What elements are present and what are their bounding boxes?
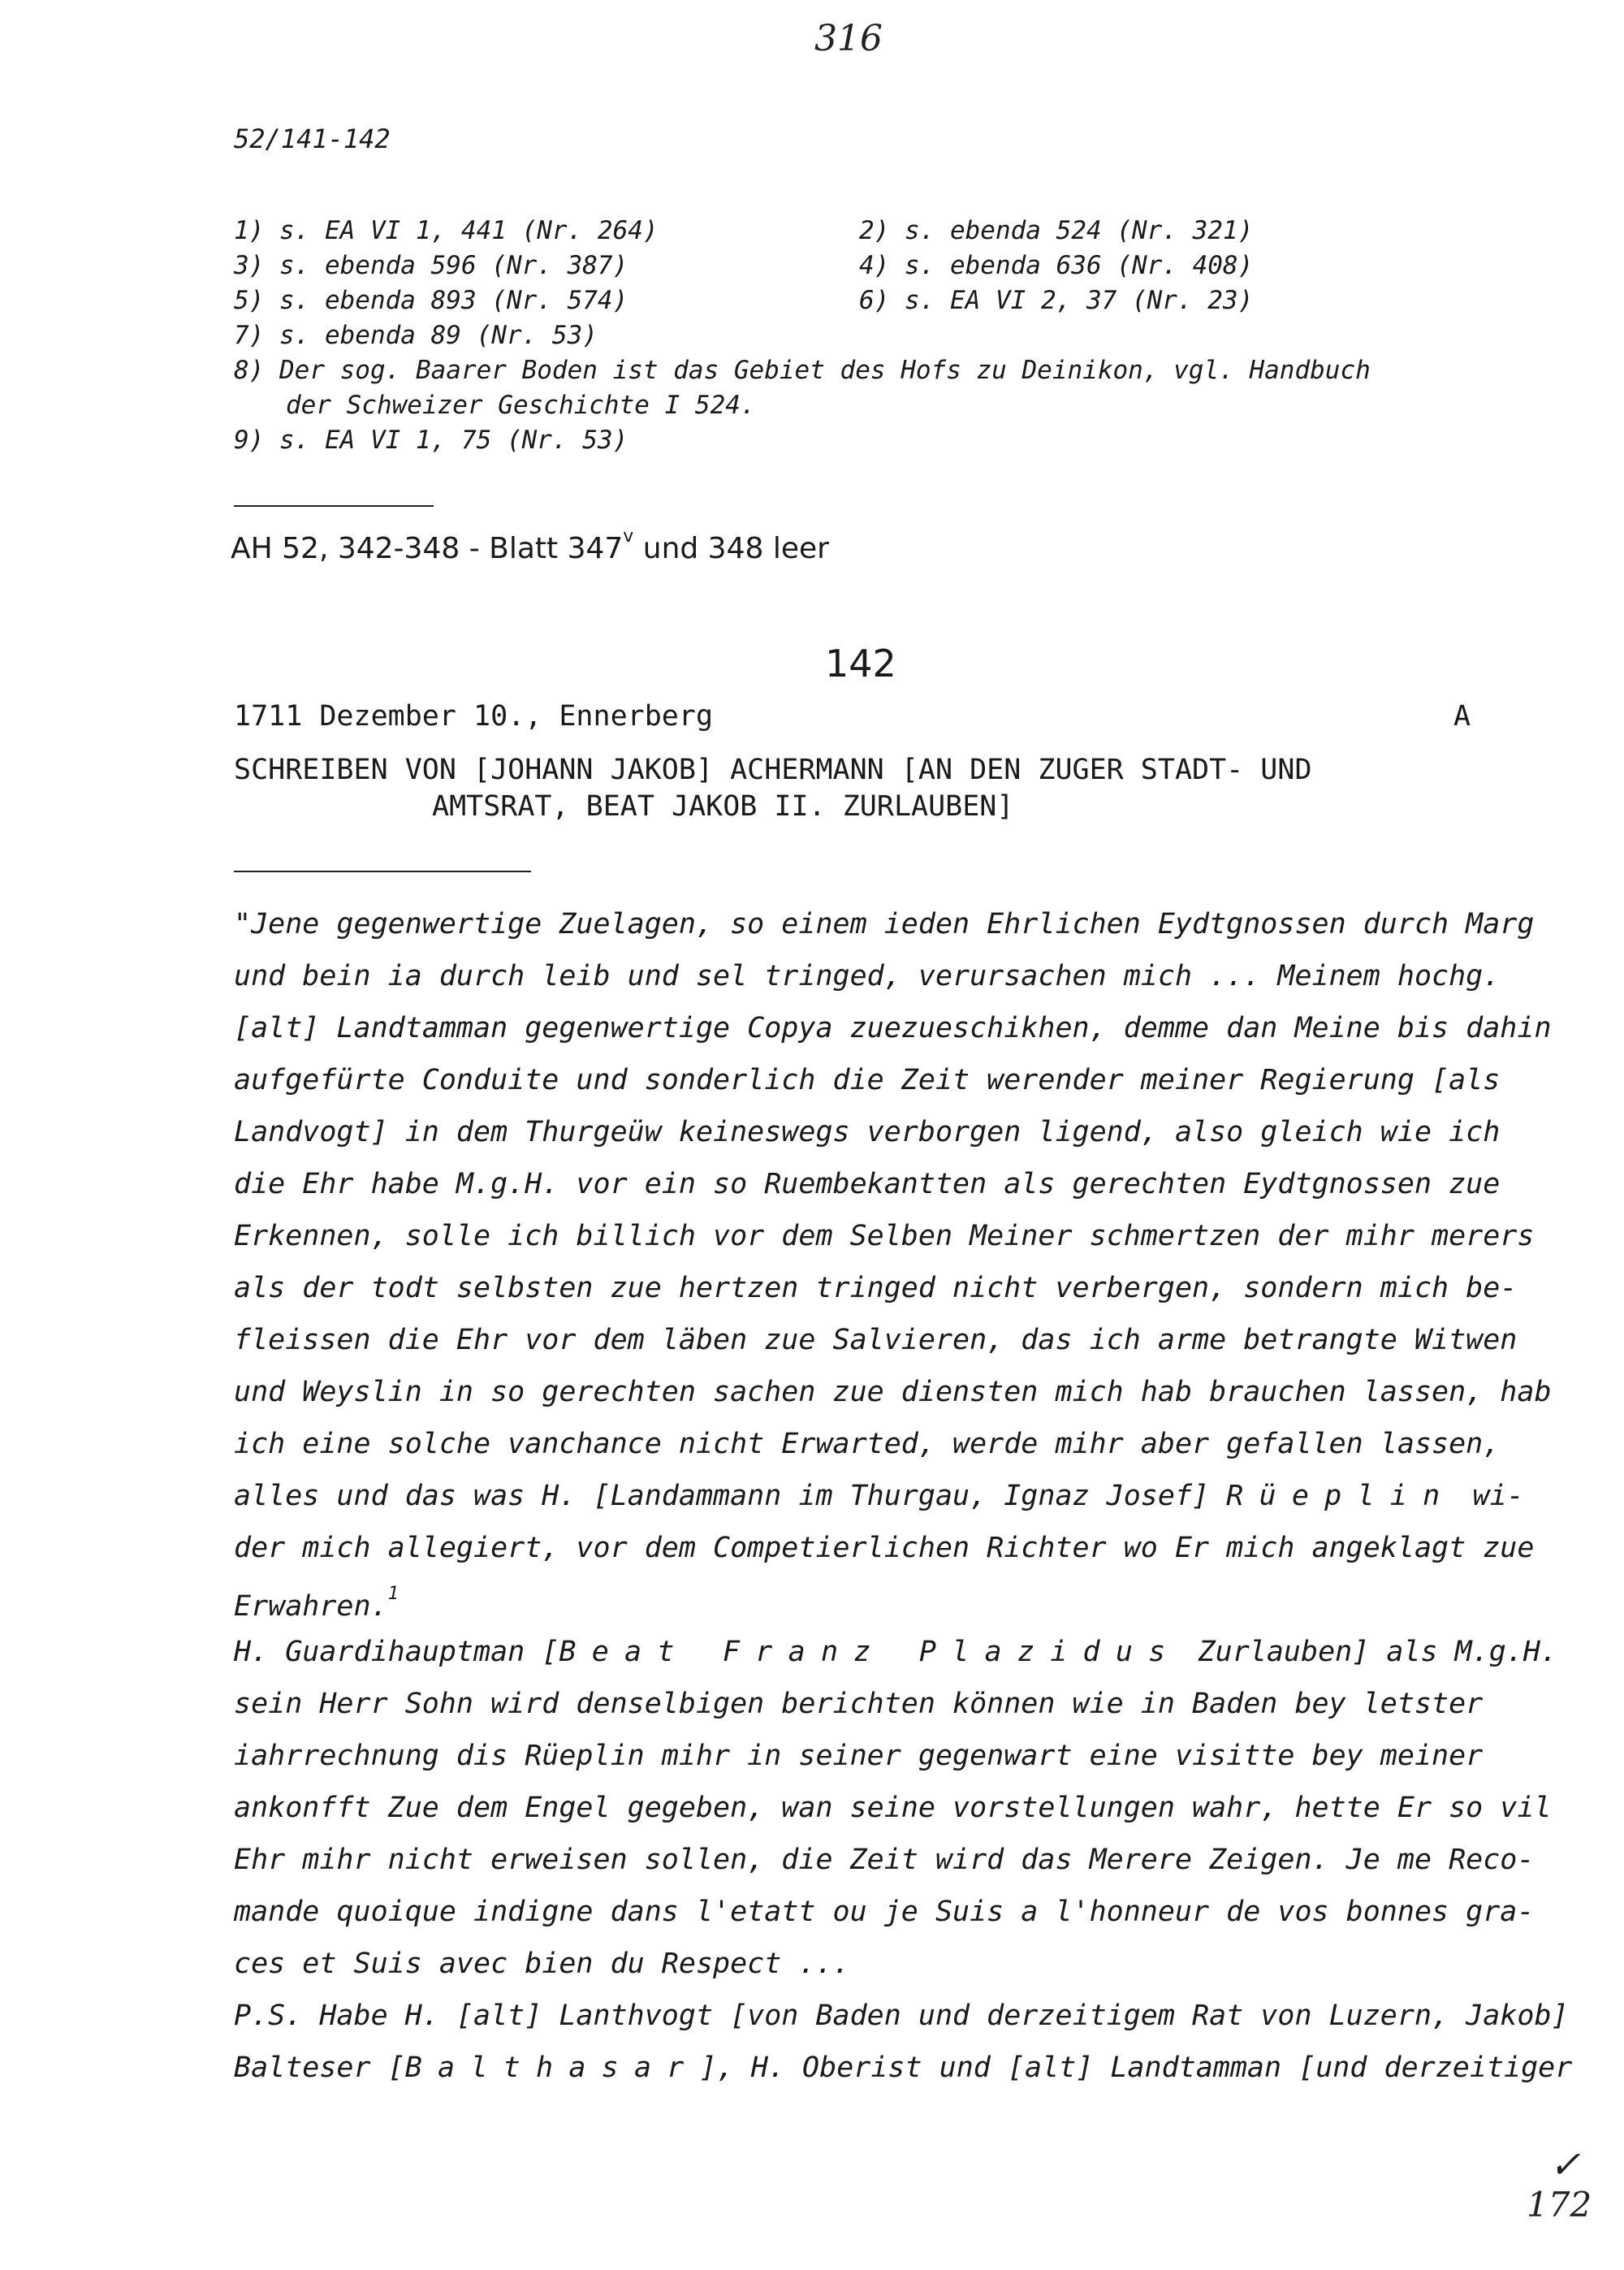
body-line: iahrrechnung dis Rüeplin mihr in seiner gegenwart eine visitte bey meiner <box>234 1740 1484 1772</box>
body-line: ich eine solche vanchance nicht Erwarted, werde mihr aber gefallen lassen, <box>234 1428 1501 1460</box>
body-line: mande quoique indigne dans l'etatt ou je Suis a l'honneur de vos bonnes gra- <box>234 1896 1535 1928</box>
entry-date: 1711 Dezember 10., Ennerberg <box>234 700 714 733</box>
footnote-item: der Schweizer Geschichte I 524. <box>286 391 756 420</box>
footnote-item: 2) s. ebenda 524 (Nr. 321) <box>859 216 1254 245</box>
body-line <box>234 2052 1573 2084</box>
body-line: fleissen die Ehr vor dem läben zue Salvieren, das ich arme betrangte Witwen <box>234 1324 1518 1356</box>
body-line: der mich allegiert, vor dem Competierlichen Richter wo Er mich angeklagt zue <box>234 1532 1535 1564</box>
check-mark: ✓ <box>1549 2142 1581 2186</box>
handwritten-page-number: 316 <box>814 18 883 59</box>
footnote-item: 9) s. EA VI 1, 75 (Nr. 53) <box>234 426 628 455</box>
handwritten-folio-number: 172 <box>1527 2185 1592 2225</box>
body-text: alles und das was H. [Landammann im Thurgau, Ignaz Josef] <box>234 1480 1227 1512</box>
footnote-item: 3) s. ebenda 596 (Nr. 387) <box>234 251 628 280</box>
body-line: ces et Suis avec bien du Respect ... <box>234 1948 850 1980</box>
footnote-reference: 1 <box>387 1584 399 1604</box>
footnote-item: 7) s. ebenda 89 (Nr. 53) <box>234 321 598 350</box>
body-text: Balteser [ <box>234 2052 405 2084</box>
footnote-item: 4) s. ebenda 636 (Nr. 408) <box>859 251 1254 280</box>
body-line: Ehr mihr nicht erweisen sollen, die Zeit wird das Merere Zeigen. Je me Reco- <box>234 1844 1535 1876</box>
body-text: H. Guardihauptman [ <box>234 1636 559 1668</box>
title-separator <box>234 871 531 872</box>
body-line: die Ehr habe M.g.H. vor ein so Ruembekantten als gerechten Eydtgnossen zue <box>234 1168 1501 1200</box>
body-line: Landvogt] in dem Thurgeüw keineswegs verborgen ligend, also gleich wie ich <box>234 1116 1501 1148</box>
entry-mark: A <box>1453 700 1471 733</box>
spaced-name: Rüeplin <box>1226 1480 1456 1512</box>
body-line: P.S. Habe H. [alt] Lanthvogt [von Baden und derzeitigem Rat von Luzern, Jakob] <box>234 2000 1569 2032</box>
archive-reference-prefix: AH 52, 342-348 - Blatt 347 <box>231 532 624 565</box>
body-line: [alt] Landtamman gegenwertige Copya zuezueschikhen, demme dan Meine bis dahin <box>234 1012 1552 1044</box>
archive-reference-line <box>231 526 829 565</box>
body-text: Erwahren. <box>234 1590 388 1623</box>
body-line: Erkennen, solle ich billich vor dem Selben Meiner schmertzen der mihr merers <box>234 1220 1535 1252</box>
entry-title-line-2: AMTSRAT, BEAT JAKOB II. ZURLAUBEN] <box>432 790 1014 823</box>
spaced-name: Beat Franz Plazidus <box>559 1636 1181 1668</box>
body-line: "Jene gegenwertige Zuelagen, so einem ieden Ehrlichen Eydtgnossen durch Marg <box>234 908 1535 940</box>
body-text: wi- <box>1455 1480 1524 1512</box>
spaced-name: Balthasar <box>404 2052 700 2084</box>
body-line: als der todt selbsten zue hertzen tringed nicht verbergen, sondern mich be- <box>234 1272 1518 1304</box>
body-text: Zurlauben] als M.g.H. <box>1181 1636 1558 1668</box>
entry-title-line-1: SCHREIBEN VON [JOHANN JAKOB] ACHERMANN [AN DEN ZUGER STADT- UND <box>234 754 1312 786</box>
footnote-item: 8) Der sog. Baarer Boden ist das Gebiet des Hofs zu Deinikon, vgl. Handbuch <box>234 356 1371 385</box>
body-line: und Weyslin in so gerechten sachen zue diensten mich hab brauchen lassen, hab <box>234 1376 1552 1408</box>
body-line: und bein ia durch leib und sel tringed, verursachen mich ... Meinem hochg. <box>234 960 1501 992</box>
body-line: ankonfft Zue dem Engel gegeben, wan seine vorstellungen wahr, hette Er so vil <box>234 1792 1552 1824</box>
entry-number: 142 <box>825 642 896 685</box>
document-reference: 52/141-142 <box>234 123 391 154</box>
body-line <box>234 1480 1524 1512</box>
footnote-item: 1) s. EA VI 1, 441 (Nr. 264) <box>234 216 659 245</box>
body-line: sein Herr Sohn wird denselbigen berichten können wie in Baden bey letster <box>234 1688 1484 1720</box>
archive-reference-verso: v <box>623 526 634 547</box>
body-line: aufgefürte Conduite und sonderlich die Zeit werender meiner Regierung [als <box>234 1064 1501 1096</box>
footnote-item: 5) s. ebenda 893 (Nr. 574) <box>234 286 628 315</box>
body-line <box>234 1636 1558 1668</box>
archive-reference-suffix: und 348 leer <box>633 532 829 565</box>
body-line <box>234 1584 1513 1623</box>
footnote-item: 6) s. EA VI 2, 37 (Nr. 23) <box>859 286 1254 315</box>
body-text: ], H. Oberist und [alt] Landtamman [und derzeitiger <box>699 2052 1573 2084</box>
footnote-separator <box>234 505 434 507</box>
